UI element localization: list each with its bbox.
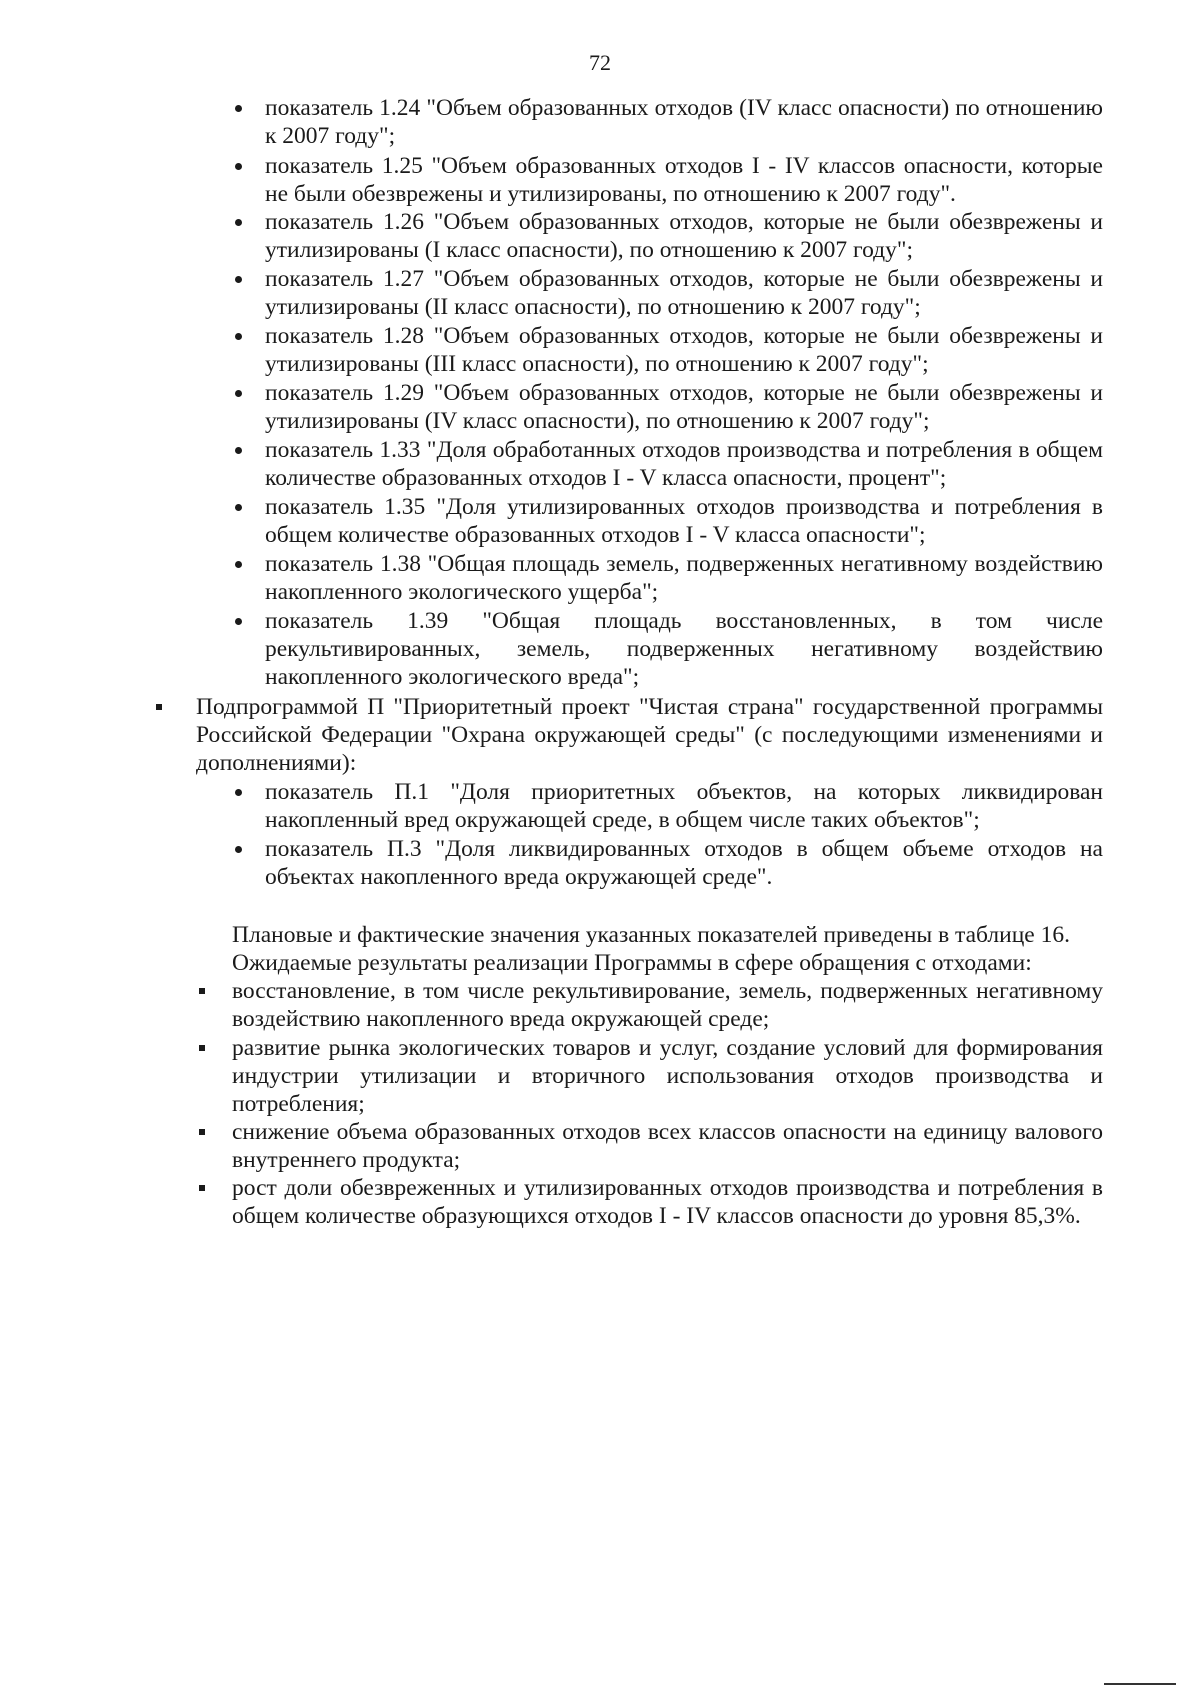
result-item	[232, 1118, 1103, 1174]
result-item	[232, 1034, 1103, 1118]
subprogram-item	[196, 693, 1103, 777]
page-number: 72	[589, 50, 611, 75]
bullet-dot-icon	[235, 105, 242, 112]
bullet-dot-icon	[235, 789, 242, 796]
bullet-dot-icon	[235, 618, 242, 625]
bullet-dot-icon	[235, 163, 242, 170]
subprogram-text: Подпрограммой П "Приоритетный проект "Чистая страна" государственной программы Российской Федерации "Охрана окружающей среды" (с последующими изменениями и дополнениями):	[196, 694, 1103, 776]
indicator-item	[265, 493, 1103, 549]
indicator-item	[265, 208, 1103, 264]
indicator-text: показатель 1.25 "Объем образованных отходов I - IV классов опасности, которые не были обезврежены и утилизированы, по отношению к 2007 году".	[265, 153, 1103, 207]
indicator-item	[265, 778, 1103, 834]
bullet-square-icon	[199, 1045, 205, 1051]
bullet-square-icon	[156, 704, 162, 710]
indicator-item	[265, 607, 1103, 691]
paragraph-table-values: Плановые и фактические значения указанных показателей приведены в таблице 16.	[232, 922, 1070, 948]
result-text: развитие рынка экологических товаров и услуг, создание условий для формирования индустрии утилизации и вторичного использования отходов производства и потребления;	[232, 1035, 1103, 1117]
indicator-text: показатель 1.38 "Общая площадь земель, подверженных негативному воздействию накопленного экологического ущерба";	[265, 551, 1103, 605]
indicator-item	[265, 322, 1103, 378]
bullet-square-icon	[199, 1129, 205, 1135]
result-text: снижение объема образованных отходов всех классов опасности на единицу валового внутреннего продукта;	[232, 1119, 1103, 1173]
indicator-text: показатель 1.33 "Доля обработанных отходов производства и потребления в общем количестве образованных отходов I - V класса опасности, процент";	[265, 437, 1103, 491]
indicator-item	[265, 550, 1103, 606]
bullet-dot-icon	[235, 504, 242, 511]
bullet-dot-icon	[235, 333, 242, 340]
indicator-item	[265, 265, 1103, 321]
indicator-item	[265, 436, 1103, 492]
paragraph-expected-results: Ожидаемые результаты реализации Программы в сфере обращения с отходами:	[232, 950, 1032, 976]
result-text: рост доли обезвреженных и утилизированных отходов производства и потребления в общем количестве образующихся отходов I - IV классов опасности до уровня 85,3%.	[232, 1175, 1103, 1229]
footer-rule	[1104, 1683, 1176, 1685]
bullet-dot-icon	[235, 390, 242, 397]
indicator-item	[265, 835, 1103, 891]
indicator-item	[265, 94, 1103, 150]
indicator-text: показатель П.3 "Доля ликвидированных отходов в общем объеме отходов на объектах накопленного вреда окружающей среде".	[265, 836, 1103, 890]
result-item	[232, 977, 1103, 1033]
bullet-square-icon	[199, 988, 205, 994]
indicator-text: показатель 1.29 "Объем образованных отходов, которые не были обезврежены и утилизированы (IV класс опасности), по отношению к 2007 году";	[265, 380, 1103, 434]
indicator-text: показатель 1.24 "Объем образованных отходов (IV класс опасности) по отношению к 2007 году";	[265, 95, 1103, 149]
bullet-square-icon	[199, 1185, 205, 1191]
result-item	[232, 1174, 1103, 1230]
indicator-text: показатель П.1 "Доля приоритетных объектов, на которых ликвидирован накопленный вред окружающей среде, в общем числе таких объектов";	[265, 779, 1103, 833]
bullet-dot-icon	[235, 846, 242, 853]
indicator-item	[265, 379, 1103, 435]
bullet-dot-icon	[235, 276, 242, 283]
bullet-dot-icon	[235, 447, 242, 454]
indicator-item	[265, 152, 1103, 208]
indicator-text: показатель 1.26 "Объем образованных отходов, которые не были обезврежены и утилизированы (I класс опасности), по отношению к 2007 году";	[265, 209, 1103, 263]
indicator-text: показатель 1.39 "Общая площадь восстановленных, в том числе рекультивированных, земель, подверженных негативному воздействию накопленного экологического вреда";	[265, 608, 1103, 690]
indicator-text: показатель 1.35 "Доля утилизированных отходов производства и потребления в общем количестве образованных отходов I - V класса опасности";	[265, 494, 1103, 548]
result-text: восстановление, в том числе рекультивирование, земель, подверженных негативному воздействию накопленного вреда окружающей среде;	[232, 978, 1103, 1032]
indicator-text: показатель 1.27 "Объем образованных отходов, которые не были обезврежены и утилизированы (II класс опасности), по отношению к 2007 году";	[265, 266, 1103, 320]
indicator-text: показатель 1.28 "Объем образованных отходов, которые не были обезврежены и утилизированы (III класс опасности), по отношению к 2007 году";	[265, 323, 1103, 377]
bullet-dot-icon	[235, 561, 242, 568]
bullet-dot-icon	[235, 219, 242, 226]
